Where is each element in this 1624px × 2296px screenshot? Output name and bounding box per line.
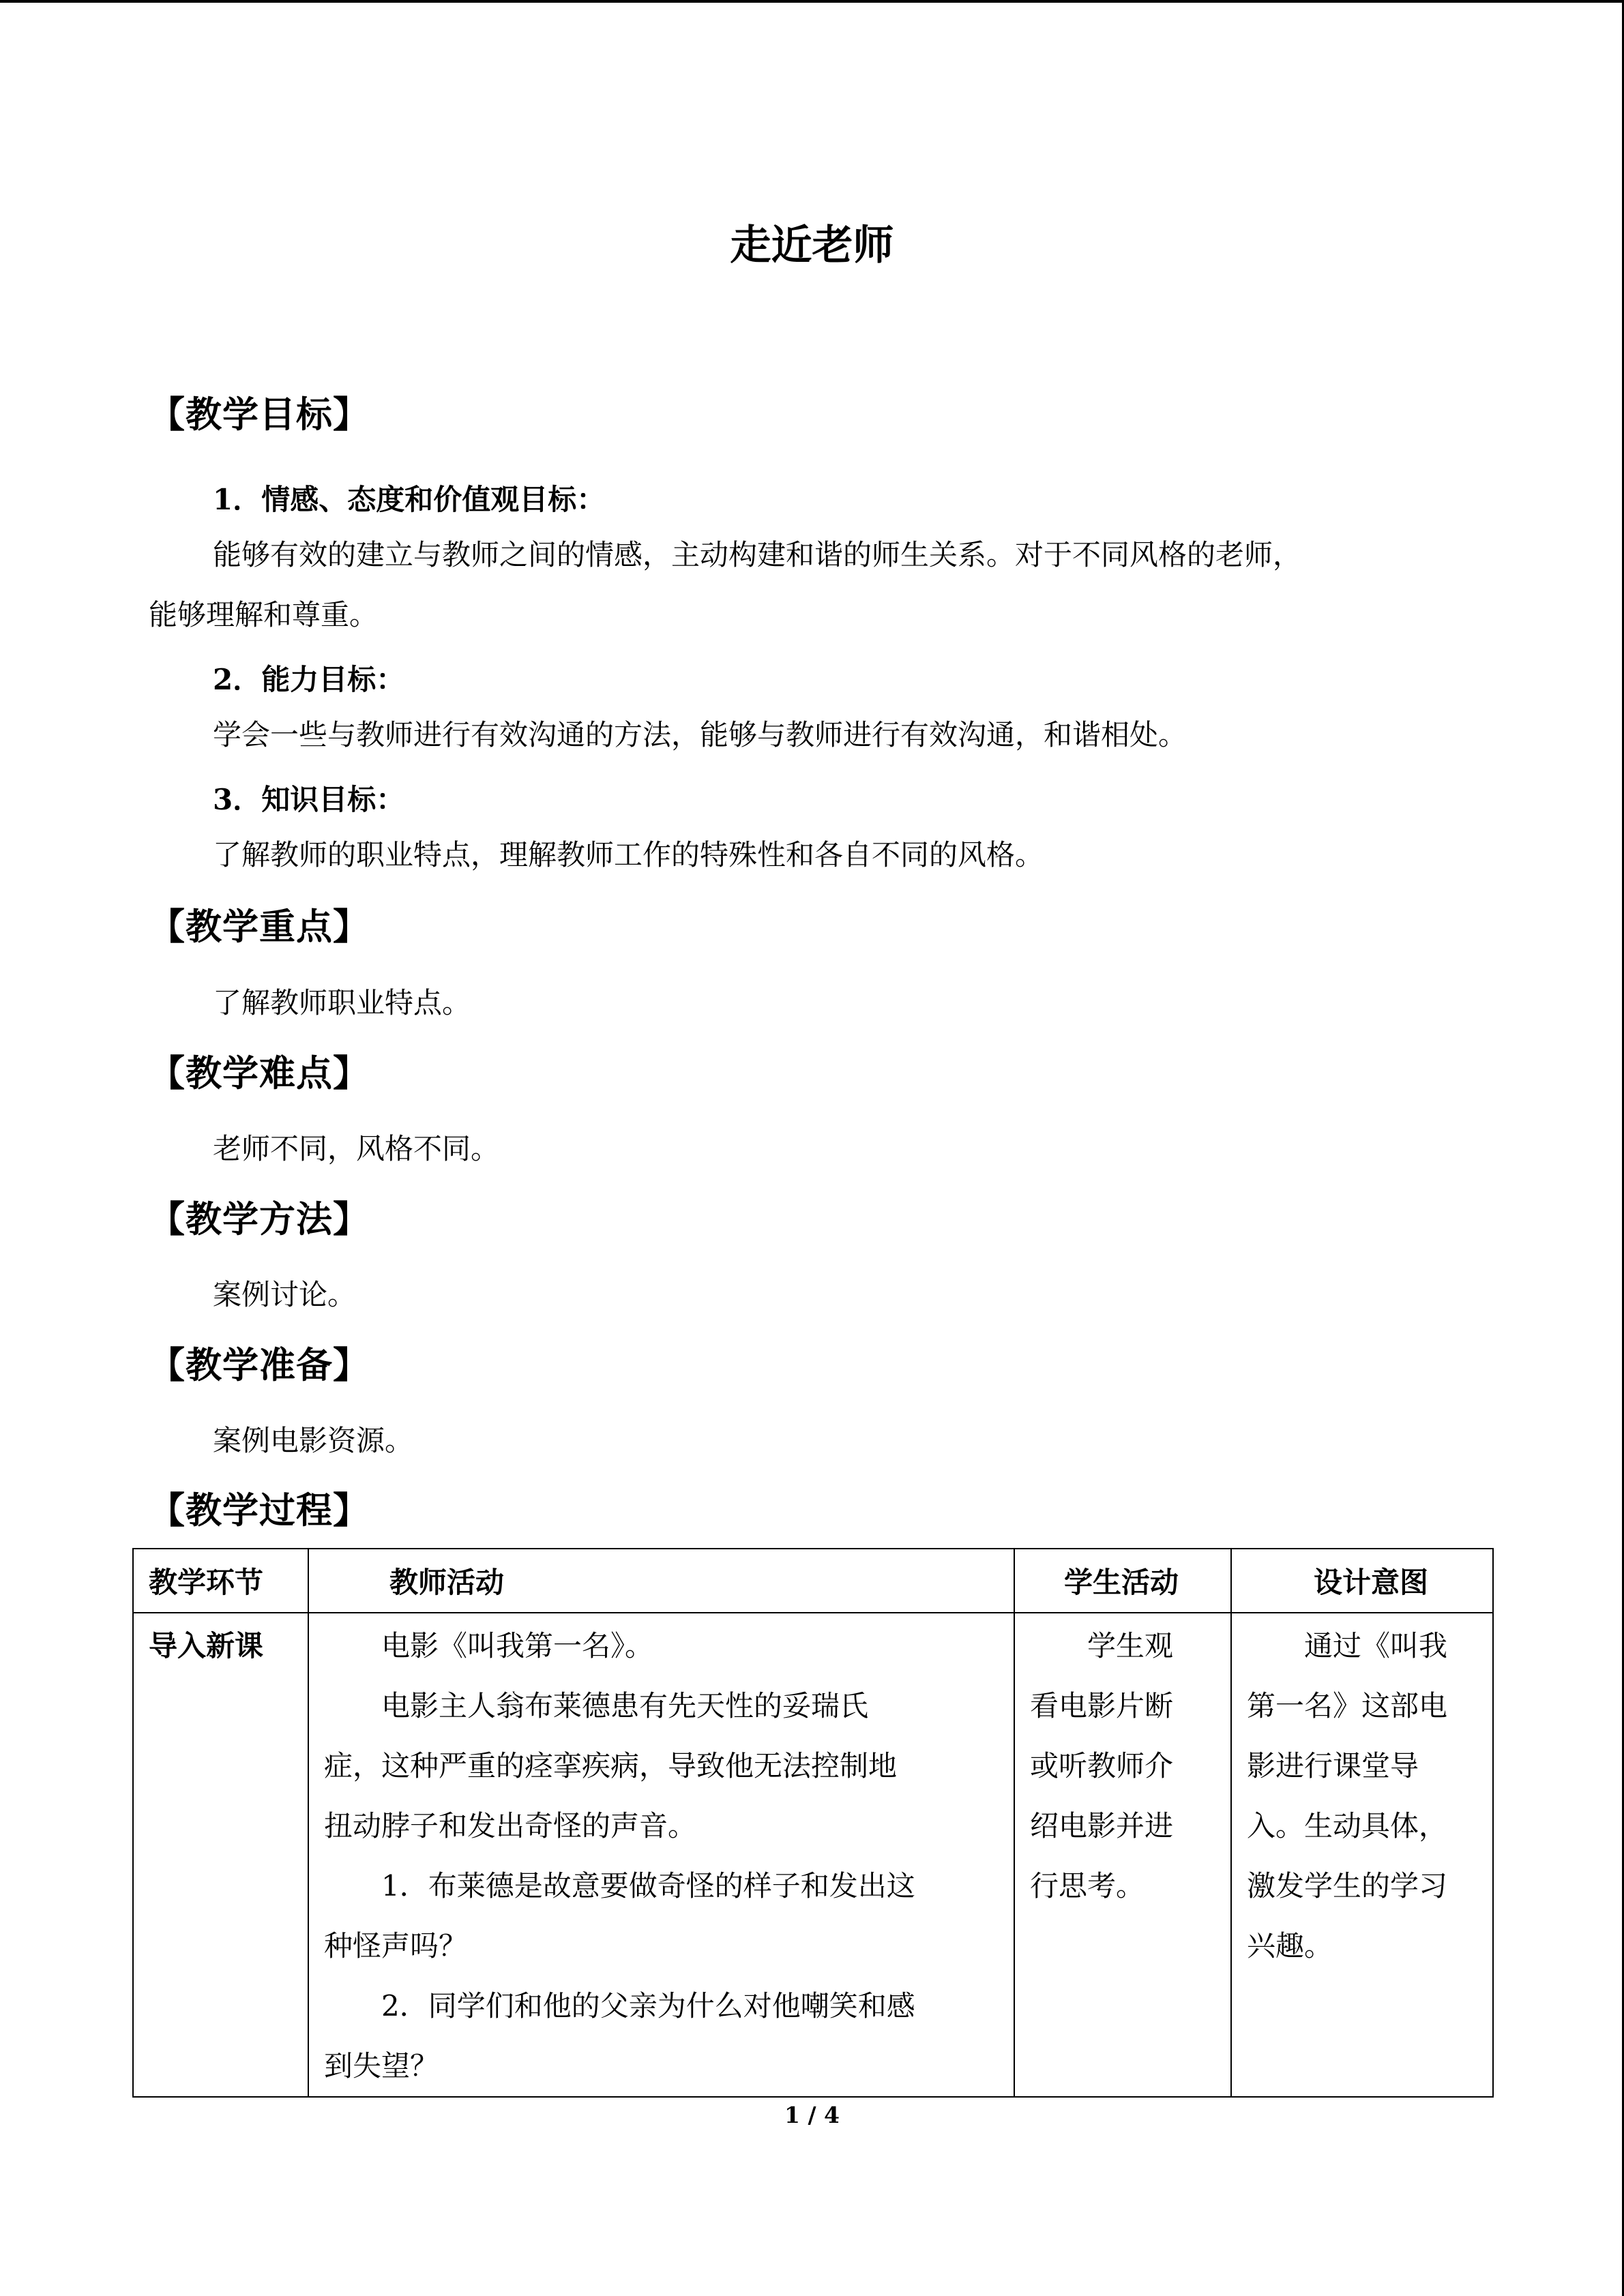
heading-process: 【教学过程】 — [149, 1490, 370, 1532]
student-line: 学生观 — [1087, 1629, 1174, 1663]
teacher-line: 电影《叫我第一名》。 — [381, 1629, 654, 1663]
methods-text: 案例讨论。 — [213, 1278, 357, 1311]
header-design-intent: 设计意图 — [1231, 1549, 1493, 1613]
student-line: 行思考。 — [1030, 1869, 1145, 1903]
page-number: 1 / 4 — [784, 2102, 840, 2128]
teacher-line: 扭动脖子和发出奇怪的声音。 — [324, 1809, 697, 1843]
heading-objectives: 【教学目标】 — [149, 394, 370, 436]
stage-text: 导入新课 — [149, 1629, 264, 1663]
cell-design-intent — [1231, 1613, 1493, 2097]
student-line: 看电影片断 — [1030, 1689, 1174, 1723]
teacher-line: 1．布莱德是故意要做奇怪的样子和发出这 — [381, 1869, 915, 1903]
objective-1-label: 1．情感、态度和价值观目标： — [213, 483, 606, 516]
header-student-activity: 学生活动 — [1014, 1549, 1231, 1613]
preparation-text: 案例电影资源。 — [213, 1424, 414, 1457]
teacher-line: 症，这种严重的痉挛疾病，导致他无法控制地 — [324, 1749, 898, 1783]
objective-1-line-2: 能够理解和尊重。 — [149, 598, 379, 631]
intent-line: 兴趣。 — [1247, 1929, 1333, 1963]
top-border-line — [0, 0, 1624, 3]
process-table — [132, 1548, 1494, 2098]
heading-preparation: 【教学准备】 — [149, 1345, 370, 1386]
objective-2-label: 2．能力目标： — [213, 663, 405, 696]
teacher-line: 电影主人翁布莱德患有先天性的妥瑞氏 — [381, 1689, 869, 1723]
cell-stage — [133, 1613, 308, 2097]
intent-line: 激发学生的学习 — [1247, 1869, 1448, 1903]
objective-2-line-1: 学会一些与教师进行有效沟通的方法，能够与教师进行有效沟通，和谐相处。 — [213, 718, 1187, 751]
objective-3-label: 3．知识目标： — [213, 783, 405, 816]
teacher-line: 种怪声吗？ — [324, 1929, 468, 1963]
page-title: 走近老师 — [730, 222, 894, 269]
intent-line: 通过《叫我 — [1304, 1629, 1448, 1663]
heading-methods: 【教学方法】 — [149, 1199, 370, 1240]
objective-1-line-1: 能够有效的建立与教师之间的情感，主动构建和谐的师生关系。对于不同风格的老师， — [213, 538, 1302, 571]
cell-teacher-activity — [308, 1613, 1014, 2097]
difficulties-text: 老师不同，风格不同。 — [213, 1132, 500, 1165]
cell-student-activity — [1014, 1613, 1231, 2097]
student-line: 或听教师介 — [1030, 1749, 1174, 1783]
teacher-line: 到失望？ — [324, 2049, 439, 2083]
intent-line: 第一名》这部电 — [1247, 1689, 1448, 1723]
student-line: 绍电影并进 — [1030, 1809, 1174, 1843]
table-header-row — [133, 1549, 1493, 1613]
heading-key-points: 【教学重点】 — [149, 906, 370, 948]
intent-line: 影进行课堂导 — [1247, 1749, 1419, 1783]
header-teacher-activity: 教师活动 — [308, 1549, 1014, 1613]
heading-difficulties: 【教学难点】 — [149, 1053, 370, 1094]
intent-line: 入。生动具体， — [1247, 1809, 1448, 1843]
teacher-line: 2．同学们和他的父亲为什么对他嘲笑和感 — [381, 1989, 915, 2023]
key-points-text: 了解教师职业特点。 — [213, 986, 471, 1019]
header-stage: 教学环节 — [133, 1549, 308, 1613]
table-row — [133, 1613, 1493, 2097]
objective-3-line-1: 了解教师的职业特点，理解教师工作的特殊性和各自不同的风格。 — [213, 838, 1044, 871]
